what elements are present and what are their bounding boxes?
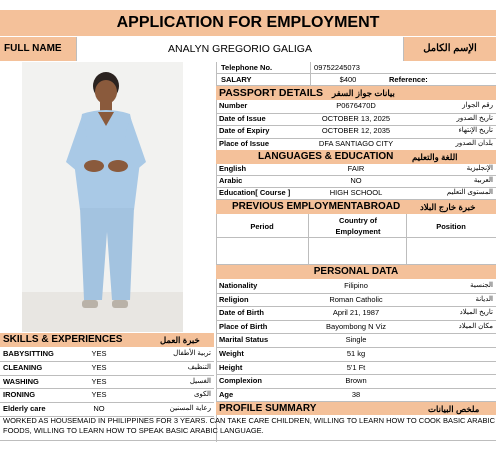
languages-value: FAIR bbox=[347, 164, 365, 173]
full-name-label: FULL NAME bbox=[4, 43, 62, 54]
column-period: Period bbox=[250, 222, 274, 231]
passport-title-arabic: بيانات جواز السفر bbox=[332, 88, 395, 98]
languages-value: HIGH SCHOOL bbox=[329, 188, 383, 197]
languages-arabic-label: العربية bbox=[473, 177, 493, 184]
passport-title: PASSPORT DETAILS bbox=[219, 87, 324, 99]
previous-employment-title: PREVIOUS EMPLOYMENTABROAD bbox=[232, 201, 401, 212]
applicant-figure bbox=[22, 62, 183, 332]
profile-summary-header bbox=[216, 402, 496, 415]
profile-summary-line-1: WORKED AS HOUSEMAID IN PHILIPPINES FOR 3 YEARS. CAN TAKE CARE CHILDREN, WILLING TO LEARN HOW TO COOK BASIC ARABIC bbox=[3, 416, 495, 425]
passport-arabic-label: تاريخ الصدور bbox=[456, 114, 493, 122]
applicant-photo bbox=[22, 62, 183, 332]
personal-label: Date of Birth bbox=[219, 308, 264, 318]
personal-label: Age bbox=[219, 389, 234, 399]
personal-label: Nationality bbox=[219, 281, 258, 290]
passport-value: DFA SANTIAGO CITY bbox=[318, 138, 394, 148]
personal-label: Marital Status bbox=[219, 335, 269, 345]
skills-label: BABYSITTING bbox=[3, 349, 54, 358]
passport-label: Date of Issue bbox=[219, 113, 266, 123]
previous-employment-header bbox=[216, 200, 496, 214]
personal-label: Place of Birth bbox=[219, 321, 268, 331]
profile-summary-line-2: FOODS, WILLING TO LEARN HOW TO SPEAK BASIC ARABIC LANGUAGE. bbox=[3, 426, 264, 435]
skills-arabic-label: الغسيل bbox=[189, 377, 211, 385]
passport-value: OCTOBER 12, 2035 bbox=[321, 126, 391, 135]
personal-value: Roman Catholic bbox=[329, 294, 383, 304]
passport-arabic-label: تاريخ الإنتهاء bbox=[458, 127, 493, 134]
skills-label: IRONING bbox=[3, 390, 36, 400]
passport-arabic-label: رقم الجواز bbox=[462, 102, 493, 109]
passport-label: Number bbox=[219, 101, 248, 110]
skills-arabic-label: الكوى bbox=[193, 391, 211, 399]
passport-arabic-label: بلدان الصدور bbox=[455, 139, 493, 147]
skills-arabic-label: رعاية المسنين bbox=[169, 405, 211, 413]
passport-label: Date of Expiry bbox=[219, 126, 270, 135]
skills-title-arabic: خبرة العمل bbox=[160, 335, 200, 345]
personal-arabic-label: الجنسية bbox=[470, 282, 493, 289]
previous-employment-title-arabic: خبرة خارج البلاد bbox=[420, 202, 476, 212]
column-position: Position bbox=[436, 222, 466, 231]
form-title: APPLICATION FOR EMPLOYMENT bbox=[0, 10, 496, 36]
languages-title: LANGUAGES & EDUCATION bbox=[258, 151, 394, 162]
full-name-arabic: الإسم الكامل bbox=[423, 43, 477, 54]
skills-value: YES bbox=[91, 376, 107, 386]
personal-value: 51 kg bbox=[346, 349, 366, 358]
personal-value: Brown bbox=[345, 376, 367, 386]
personal-value: 5'1 Ft bbox=[346, 362, 366, 372]
skills-value: YES bbox=[91, 390, 107, 400]
passport-value: P0676470D bbox=[336, 101, 376, 110]
personal-arabic-label: مكان الميلاد bbox=[458, 322, 493, 330]
skills-value: YES bbox=[91, 349, 107, 358]
skills-value: NO bbox=[93, 404, 105, 414]
languages-label: Arabic bbox=[219, 176, 243, 185]
telephone-label: Telephone No. bbox=[221, 63, 273, 72]
salary-label: SALARY bbox=[221, 75, 252, 84]
personal-label: Religion bbox=[219, 294, 249, 304]
personal-data-header bbox=[216, 265, 496, 279]
personal-arabic-label: تاريخ الميلاد bbox=[459, 309, 493, 317]
reference-label: Reference: bbox=[389, 75, 428, 84]
skills-label: Elderly care bbox=[3, 404, 46, 414]
profile-summary-title-arabic: ملخص البيانات bbox=[428, 404, 480, 414]
column-country: Country of Employment bbox=[335, 216, 381, 236]
full-name-arabic-cell bbox=[404, 37, 496, 61]
full-name-value: ANALYN GREGORIO GALIGA bbox=[76, 37, 404, 61]
personal-value: April 21, 1987 bbox=[332, 308, 380, 318]
telephone-value: 09752245073 bbox=[314, 63, 360, 72]
skills-section-header bbox=[0, 333, 214, 347]
languages-value: NO bbox=[350, 176, 362, 185]
personal-data-title: PERSONAL DATA bbox=[313, 266, 399, 277]
languages-section-header bbox=[216, 150, 496, 164]
personal-arabic-label: الديانة bbox=[475, 295, 493, 303]
languages-arabic-label: الإنجليزية bbox=[466, 165, 493, 172]
passport-value: OCTOBER 13, 2025 bbox=[321, 113, 391, 123]
personal-label: Height bbox=[219, 362, 243, 372]
skills-label: CLEANING bbox=[3, 362, 43, 372]
skills-title: SKILLS & EXPERIENCES bbox=[3, 334, 123, 345]
personal-label: Complexion bbox=[219, 376, 262, 386]
full-name-label-cell bbox=[0, 37, 76, 61]
personal-value: Filipino bbox=[344, 281, 368, 290]
languages-title-arabic: اللغة والتعليم bbox=[412, 152, 458, 162]
personal-value: 38 bbox=[351, 389, 361, 399]
personal-value: Bayombong N Viz bbox=[326, 321, 386, 331]
skills-label: WASHING bbox=[3, 376, 39, 386]
profile-summary-title: PROFILE SUMMARY bbox=[219, 403, 317, 414]
passport-section-header bbox=[216, 86, 496, 100]
skills-value: YES bbox=[91, 362, 107, 372]
personal-label: Weight bbox=[219, 349, 244, 358]
languages-label: Education[ Course ] bbox=[219, 188, 291, 197]
languages-label: English bbox=[219, 164, 247, 173]
personal-value: Single bbox=[345, 335, 367, 345]
passport-label: Place of Issue bbox=[219, 138, 270, 148]
skills-arabic-label: التنظيف bbox=[187, 363, 211, 371]
salary-value: $400 bbox=[339, 75, 357, 84]
skills-arabic-label: تربية الأطفال bbox=[173, 350, 211, 357]
languages-arabic-label: المستوى التعليم bbox=[446, 189, 493, 196]
